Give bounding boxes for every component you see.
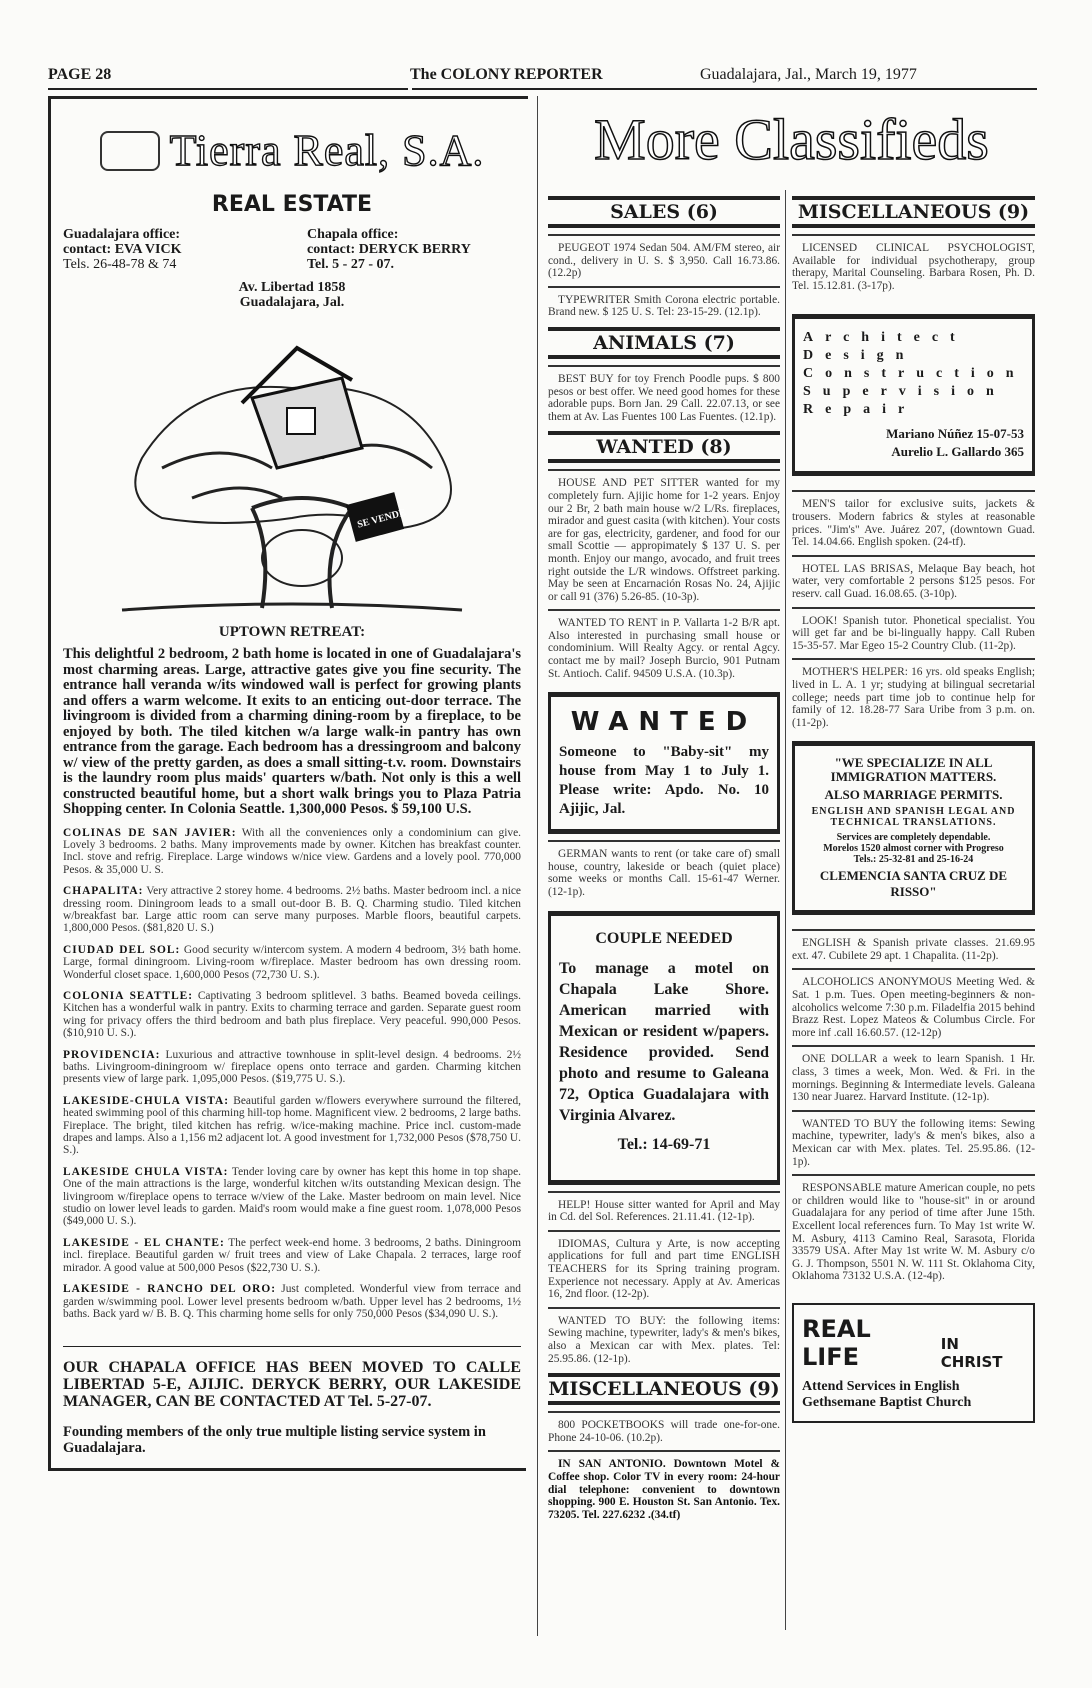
listing-title: LAKESIDE CHULA VISTA:	[63, 1165, 229, 1178]
treehouse-illustration	[102, 318, 482, 618]
classified-ad: LOOK! Spanish tutor. Phonetical specialist. You will get far and be bi-lingually happy. Call Ruben 15-35-57. Mar Egeo 15-2 Country Club. (11-2p).	[792, 607, 1035, 653]
listing-title: CHAPALITA:	[63, 885, 144, 898]
couple-needed-ad	[548, 911, 780, 1185]
right-column	[792, 188, 1035, 1423]
listing-title: LAKESIDE-CHULA VISTA:	[63, 1094, 229, 1107]
church-tagline: IN CHRIST	[940, 1334, 1003, 1371]
section-miscellaneous: MISCELLANEOUS (9)	[548, 1373, 780, 1405]
classified-ad: WANTED TO BUY: the following items: Sewing machine, typewriter, lady's & men's bikes, also a Mexican car with Mex. plates. Tel: 25.95.86. (12-1p).	[548, 1307, 780, 1365]
for-sale-sign: SE VENDE	[356, 507, 407, 531]
listing	[63, 944, 521, 981]
immigration-ad	[792, 741, 1035, 915]
classified-ad: PEUGEOT 1974 Sedan 504. AM/FM stereo, air cond., delivery in U. S. $ 3,950. Call 16.73.86. (12.2p)	[548, 234, 780, 280]
immigration-line: Tels.: 25-32-81 and 25-16-24	[853, 854, 974, 866]
listing	[63, 827, 521, 877]
church-logo-row	[802, 1315, 1025, 1371]
column-rule	[785, 190, 786, 1630]
listing-title: LAKESIDE - EL CHANTE:	[63, 1236, 225, 1249]
listing-text: Just completed. Wonderful view from terrace and garden w/swimming pool. Lower level presents bedroom w/bath. Upper level has 2 bedrooms, 1½ baths. Back yard w/ B. B. Q. This charming home sells for only 750,000 Pesos ($34,090 U. S.).	[63, 1283, 521, 1320]
listing-text: Luxurious and attractive townhouse in split-level design. 4 bedrooms. 2½ baths. Livingroom-diningroom w/ fireplace opens onto terrace and garden. Charming kitchen presents view of large park. 1,095,000 Pesos. ($19,775 U. S.).	[63, 1048, 521, 1086]
wanted-box-text: Someone to "Baby-sit" my house from May 1 to July 1. Please write: Apdo. No. 10 Ajijic, Jal.	[559, 744, 769, 818]
company-logo-icon	[100, 131, 160, 171]
classified-ad: ALCOHOLICS ANONYMOUS Meeting Wed. & Sat. 1 p.m. Tues. Open meeting-beginners & non-alcoholics welcome 7:30 p.m. Filadelfia 2015 behind Brazz Rest. Lopez Mateos & Columbus Circle. For more inf .call 16.60.57. (12-12p)	[792, 968, 1035, 1039]
address: Av. Libertad 1858 Guadalajara, Jal.	[238, 280, 346, 310]
listing	[63, 885, 521, 935]
office-moved-notice: OUR CHAPALA OFFICE HAS BEEN MOVED TO CALLE LIBERTAD 5-E, AJIJIC. DERYCK BERRY, OUR LAKESIDE MANAGER, CAN BE CONTACTED AT Tel. 5-27-07.	[63, 1346, 521, 1410]
header-rule	[412, 88, 1037, 90]
classified-ad: TYPEWRITER Smith Corona electric portable. Brand new. $ 125 U. S. Tel: 23-15-29. (12.1p).	[548, 286, 780, 319]
classified-ad: BEST BUY for toy French Poodle pups. $ 800 pesos or best offer. We need good homes for these adorable pups. Born Jan. 29 Call. 22.07.13, or see them at Av. Las Fuentes 100 Las Fuentes. (12.1p).	[548, 365, 780, 423]
classified-ad: ONE DOLLAR a week to learn Spanish. 1 Hr. class, 3 times a week, Mon. Wed. & Fri. in the mornings. Beginning & Intermediate levels. Galeana 130 near Juarez. Harvard Institute. (12-1p).	[792, 1045, 1035, 1103]
listing-text: The perfect week-end home. 3 bedrooms, 2 baths. Diningroom incl. fireplace. Beautiful garden w/ fruit trees and view of Lake Chapala. 2 terraces, large roof mirador. A good value at 500,000 Pesos ($22,730 U. S.).	[63, 1236, 521, 1274]
founding-members: Founding members of the only true multiple listing service system in Guadalajara.	[63, 1424, 486, 1457]
couple-text: To manage a motel on Chapala Lake Shore. American married with Mexican or resident w/papers. Residence provided. Send photo and resume to Galeana 72, Optica Guadalajara with Virginia Alvarez.	[559, 959, 769, 1124]
immigration-line: Services are completely dependable.	[836, 832, 991, 844]
section-miscellaneous: MISCELLANEOUS (9)	[792, 196, 1035, 228]
listing	[63, 1166, 521, 1228]
real-life-logo: REAL LIFE	[802, 1314, 871, 1371]
page-number: PAGE 28	[48, 66, 112, 83]
section-animals: ANIMALS (7)	[548, 327, 780, 359]
classified-ad: MOTHER'S HELPER: 16 yrs. old speaks English; lived in L. A. 1 yr; studying at bilingual secretarial college; needs part time job to continue help for family of 12. 18.28-77 Sara Uribe from 3 p.m. on. (11-2p).	[792, 658, 1035, 729]
column-rule	[537, 96, 538, 1636]
church-line: Gethsemane Baptist Church	[802, 1394, 972, 1410]
classified-ad: IN SAN ANTONIO. Downtown Motel & Coffee shop. Color TV in every room: 24-hour dial telephone: convenient to downtown shopping. 900 E. Houston St. San Antonio. Tex. 73205. Tel. 227.6232 .(34.tf)	[548, 1450, 780, 1521]
classified-ad: IDIOMAS, Cultura y Arte, is now accepting applications for full and part time ENGLISH TEACHERS for its Spring training program. Experience not necessary. Apply at Av. Americas 16, 2nd floor. (12-2p).	[548, 1230, 780, 1301]
architect-line: Construction	[803, 366, 1026, 382]
subtitle: REAL ESTATE	[211, 192, 373, 217]
couple-tel: Tel.: 14-69-71	[617, 1135, 711, 1153]
wanted-box-title: WANTED	[570, 707, 758, 738]
immigration-line: "WE SPECIALIZE IN ALL IMMIGRATION MATTERS.	[830, 755, 997, 785]
listing-text: Beautiful garden w/flowers everywhere surround the filtered, heated swimming pool of this charming hill-top home. Magnificent view. 2 bedrooms, 2 large baths. Fireplace. The bright, tiled kitchen has refrig. w/ice-making machine. Price incl. custom-made drapes and lamps. Also a 1,156 m2 adjacent lot. A good investment for 1,732,000 Pesos ($78,750 U. S.).	[63, 1094, 521, 1157]
section-wanted: WANTED (8)	[548, 431, 780, 463]
dateline: Guadalajara, Jal., March 19, 1977	[700, 66, 917, 83]
listing	[63, 1095, 521, 1157]
listing-title: COLINAS DE SAN JAVIER:	[63, 826, 237, 839]
listing-text: With all the conveniences only a condominium can give. Lovely 3 bedrooms. 2 baths. Many improvements made by owner. Kitchen has breakfast counter. Incl. stove and refrig. Fireplace. Large windows w/nice view. Gardens and a lovely pool. 770,000 Pesos. & 35,000 U. S.	[63, 826, 521, 876]
listing-title: LAKESIDE - RANCHO DEL ORO:	[63, 1283, 276, 1296]
classified-ad: GERMAN wants to rent (or take care of) small house, country, lakeside or beach (quiet place) some weeks or months Call. 15-61-47 Werner. (12-1p).	[548, 840, 780, 898]
architect-name: Mariano Núñez 15-07-53	[886, 426, 1024, 442]
listing-title: COLONIA SEATTLE:	[63, 989, 194, 1002]
classified-ad: LICENSED CLINICAL PSYCHOLOGIST, Available for individual psychotherapy, group therapy, Marital Counseling. Barbara Rosen, Ph. D. Tel. 15.12.81. (3-17p).	[792, 234, 1035, 292]
classified-ad: ENGLISH & Spanish private classes. 21.69.95 ext. 47. Cubilete 29 apt. 1 Chapalita. (11-2p).	[792, 929, 1035, 962]
architect-line: Repair	[803, 402, 917, 418]
church-ad	[792, 1303, 1035, 1423]
architect-line: Design	[803, 348, 916, 364]
classified-ad: HOTEL LAS BRISAS, Melaque Bay beach, hot water, very comfortable 2 persons $125 pesos. For reserv. call Guad. 16.08.65. (3-10p).	[792, 555, 1035, 601]
listing	[63, 990, 521, 1040]
classified-ad: 800 POCKETBOOKS will trade one-for-one. Phone 24-10-06. (10.2p).	[548, 1411, 780, 1444]
immigration-line: CLEMENCIA SANTA CRUZ DE RISSO"	[819, 868, 1008, 900]
listing-text: Captivating 3 bedroom splitlevel. 3 baths. Beamed boveda ceilings. Kitchen has a wonderful walk in pantry. Exits to charming terrace and garden. Separate guest room wing for privacy offers the third bedroom and bath plus fireplace. Very peaceful. 990,000 Pesos. ($10,910 U. S.).	[63, 989, 521, 1040]
listing-title: CIUDAD DEL SOL:	[63, 943, 181, 956]
listing	[63, 1049, 521, 1086]
newspaper-name: The COLONY REPORTER	[410, 66, 603, 83]
feature-title: UPTOWN RETREAT:	[218, 624, 366, 640]
tierra-real-ad	[48, 96, 526, 1471]
gdl-office: Guadalajara office: contact: EVA VICK Tels. 26-48-78 & 74	[63, 227, 182, 272]
architect-ad	[792, 314, 1035, 476]
listings	[63, 827, 521, 1321]
feature-text: This delightful 2 bedroom, 2 bath home is located in one of Guadalajara's most charming areas. Large, attractive gates give you fine security. The entrance hall veranda w/its windowed wall is perfect for growing plants and offers a warm welcome. It exits to an enticing out-door terrace. The livingroom is divided from a charming dining-room by a fireplace, to be enjoyed by both. The tiled kitchen w/a large walk-in pantry has own entrance from the garage. Each bedroom has a dressingroom and balcony w/ view of the pretty garden, as does a small sitting-t.v. room. Downstairs is the laundry room plus maids' quarters w/bath. Not only is this a well constructed beautiful home, but a short walk brings you to Plaza Patria Shopping center. In Colonia Seattle. 1,300,000 Pesos. $ 59,100 U.S.	[63, 646, 521, 817]
immigration-line: ENGLISH AND SPANISH LEGAL AND TECHNICAL TRANSLATIONS.	[811, 806, 1016, 829]
classified-ad: MEN'S tailor for exclusive suits, jackets & trousers. Modern fabrics & styles at reasonable prices. "Jim's" Ave. Juárez 207, (downtown Guad. Tel. 14.04.66. English spoken. (24-tf).	[792, 490, 1035, 548]
company-title: Tierra Real, S.A.	[63, 125, 521, 176]
listing-text: Good security w/intercom system. A modern 4 bedroom, 3½ bath home. Large, formal diningroom. Living-room w/fireplace. Master bedroom has own dressing room. Wonderful closet space. 1,600,000 Pesos (72,730 U. S.).	[63, 943, 521, 981]
chapala-office: Chapala office: contact: DERYCK BERRY Tel. 5 - 27 - 07.	[307, 227, 471, 272]
architect-line: Supervision	[803, 384, 1006, 400]
listing	[63, 1237, 521, 1274]
classified-ad: WANTED TO BUY the following items: Sewing machine, typewriter, lady's & men's bikes, also a Mexican car with Mex. plates. Tel. 25.95.86. (12-1p).	[792, 1110, 1035, 1168]
listing-text: Very attractive 2 storey home. 4 bedrooms. 2½ baths. Master bedroom incl. a nice dressing room. Diningroom leads to a small out-door B. B. Q. Charming studio. Tiled kitchen w/breakfast bar. Large attic room can serve many purposes. Marble floors, beautiful carpets. 1,800,000 Pesos. ($81,820 U. S.)	[63, 885, 521, 935]
architect-name: Aurelio L. Gallardo 365	[891, 444, 1024, 460]
wanted-box-ad	[548, 692, 780, 834]
classified-ad: HELP! House sitter wanted for April and May in Cd. del Sol. References. 21.11.41. (12-1p).	[548, 1191, 780, 1224]
more-classifieds-title: More Classifieds	[594, 107, 989, 172]
church-line: Attend Services in English	[802, 1378, 960, 1394]
listing	[63, 1283, 521, 1320]
immigration-line: ALSO MARRIAGE PERMITS.	[824, 787, 1003, 803]
section-sales: SALES (6)	[548, 196, 780, 228]
header-rule	[48, 88, 408, 90]
middle-column	[548, 188, 780, 1521]
architect-line: Architect	[803, 330, 967, 346]
classified-ad: HOUSE AND PET SITTER wanted for my completely furn. Ajijic home for 1-2 years. Enjoy our 2 Br, 2 bath main house w/2 L/Rs. fireplaces, mirador and guest casita (with kitchen). Your costs are for gas, electricity, gardener, and food for our small Scottie — appropimately $ 137 U. S. per month. Enjoy our mango, avocado, and fruit trees right outside the L/R windows. Offstreet parking. May be seen at Encarnación Rosas No. 24, Ajijic or call 91 (376) 5.26-85. (10-3p).	[548, 469, 780, 603]
listing-text: Tender loving care by owner has kept this home in top shape. One of the main attractions is the large, wonderful kitchen w/its outstanding Mexican design. The livingroom w/fireplace opens to terrace w/view of the Lake. Master bedroom on main level. Nice studio on lower level leads to garden. Maid's room would make a fine guest room. 1,078,000 Pesos ($49,000 U. S.).	[63, 1165, 521, 1228]
immigration-line: Morelos 1520 almost corner with Progreso	[823, 843, 1004, 855]
couple-title: COUPLE NEEDED	[595, 929, 733, 947]
offices	[63, 227, 521, 272]
listing-title: PROVIDENCIA:	[63, 1048, 161, 1061]
classified-ad: WANTED TO RENT in P. Vallarta 1-2 B/R apt. Also interested in purchasing small house or condominium. Will Realty Agcy. or rental Agcy. contact me by mail? Joseph Burcio, 901 Putnam St. Antioch. Calif. 94509 U.S.A. (10.3p).	[548, 609, 780, 680]
classified-ad: RESPONSABLE mature American couple, no pets or children would like to "house-sit" in or around Guadalajara for any period of time after June 15th. Excellent local references furn. To May 1st write W. M. Asbury, 4113 Camino Real, Sarasota, Florida 33579 USA. After May 1st write W. M. Asbury c/o G. J. Thompson, 5501 N. W. 111 St. Oklahoma City, Oklahoma 73132 U.S.A. (12-4p).	[792, 1174, 1035, 1283]
